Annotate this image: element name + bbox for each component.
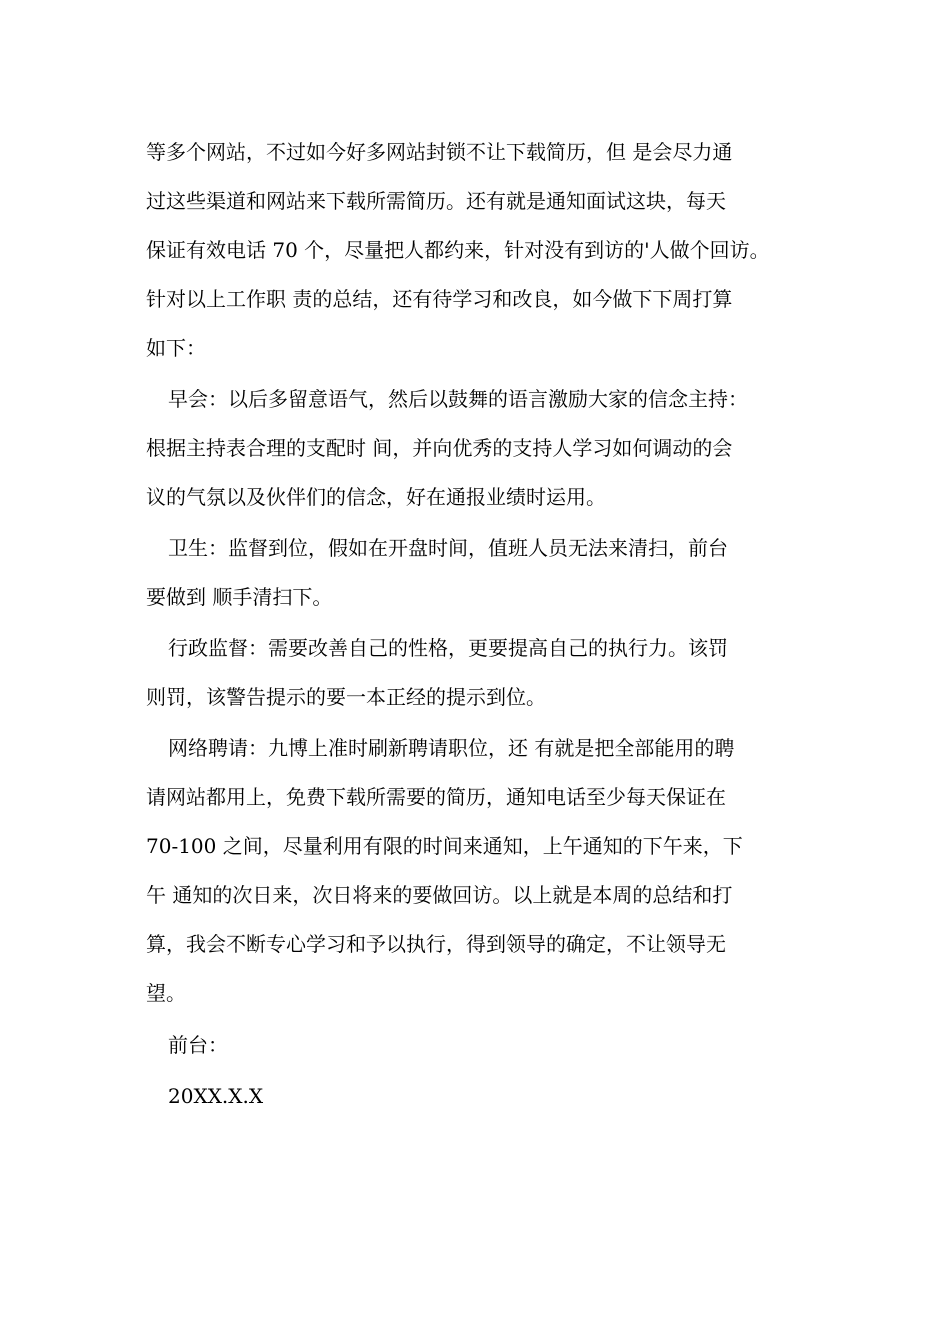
text-line: 午 通知的次日来，次日将来的要做回访。以上就是本周的总结和打 — [146, 883, 733, 907]
text-line: 根据主持表合理的支配时 间，并向优秀的支持人学习如何调动的会 — [146, 436, 733, 460]
text-line: 70-100 之间，尽量利用有限的时间来通知，上午通知的下午来，下 — [146, 834, 743, 858]
signature-role: 前台： — [168, 1033, 228, 1057]
text-line: 请网站都用上，免费下载所需要的简历，通知电话至少每天保证在 — [146, 785, 726, 809]
paragraph-morning-meeting: 早会：以后多留意语气，然后以鼓舞的语言激励大家的信念主持： — [168, 387, 748, 411]
text-line: 如下： — [146, 336, 206, 360]
text-line: 算，我会不断专心学习和予以执行，得到领导的确定，不让领导无 — [146, 932, 726, 956]
signature-date: 20XX.X.X — [168, 1084, 264, 1108]
text-line: 等多个网站，不过如今好多网站封锁不让下载简历，但 是会尽力通 — [146, 140, 733, 164]
text-line: 望。 — [146, 981, 186, 1005]
text-line: 议的气氛以及伙伴们的信念，好在通报业绩时运用。 — [146, 485, 606, 509]
text-line: 则罚，该警告提示的要一本正经的提示到位。 — [146, 685, 546, 709]
paragraph-hygiene: 卫生：监督到位，假如在开盘时间，值班人员无法来清扫，前台 — [168, 536, 728, 560]
text-line: 保证有效电话 70 个，尽量把人都约来，针对没有到访的'人做个回访。 — [146, 238, 770, 262]
paragraph-admin-supervision: 行政监督：需要改善自己的性格，更要提高自己的执行力。该罚 — [168, 636, 728, 660]
text-line: 要做到 顺手清扫下。 — [146, 585, 333, 609]
text-line: 过这些渠道和网站来下载所需简历。还有就是通知面试这块，每天 — [146, 189, 726, 213]
paragraph-online-recruiting: 网络聘请：九博上准时刷新聘请职位，还 有就是把全部能用的聘 — [168, 736, 735, 760]
text-line: 针对以上工作职 责的总结，还有待学习和改良，如今做下下周打算 — [146, 287, 733, 311]
